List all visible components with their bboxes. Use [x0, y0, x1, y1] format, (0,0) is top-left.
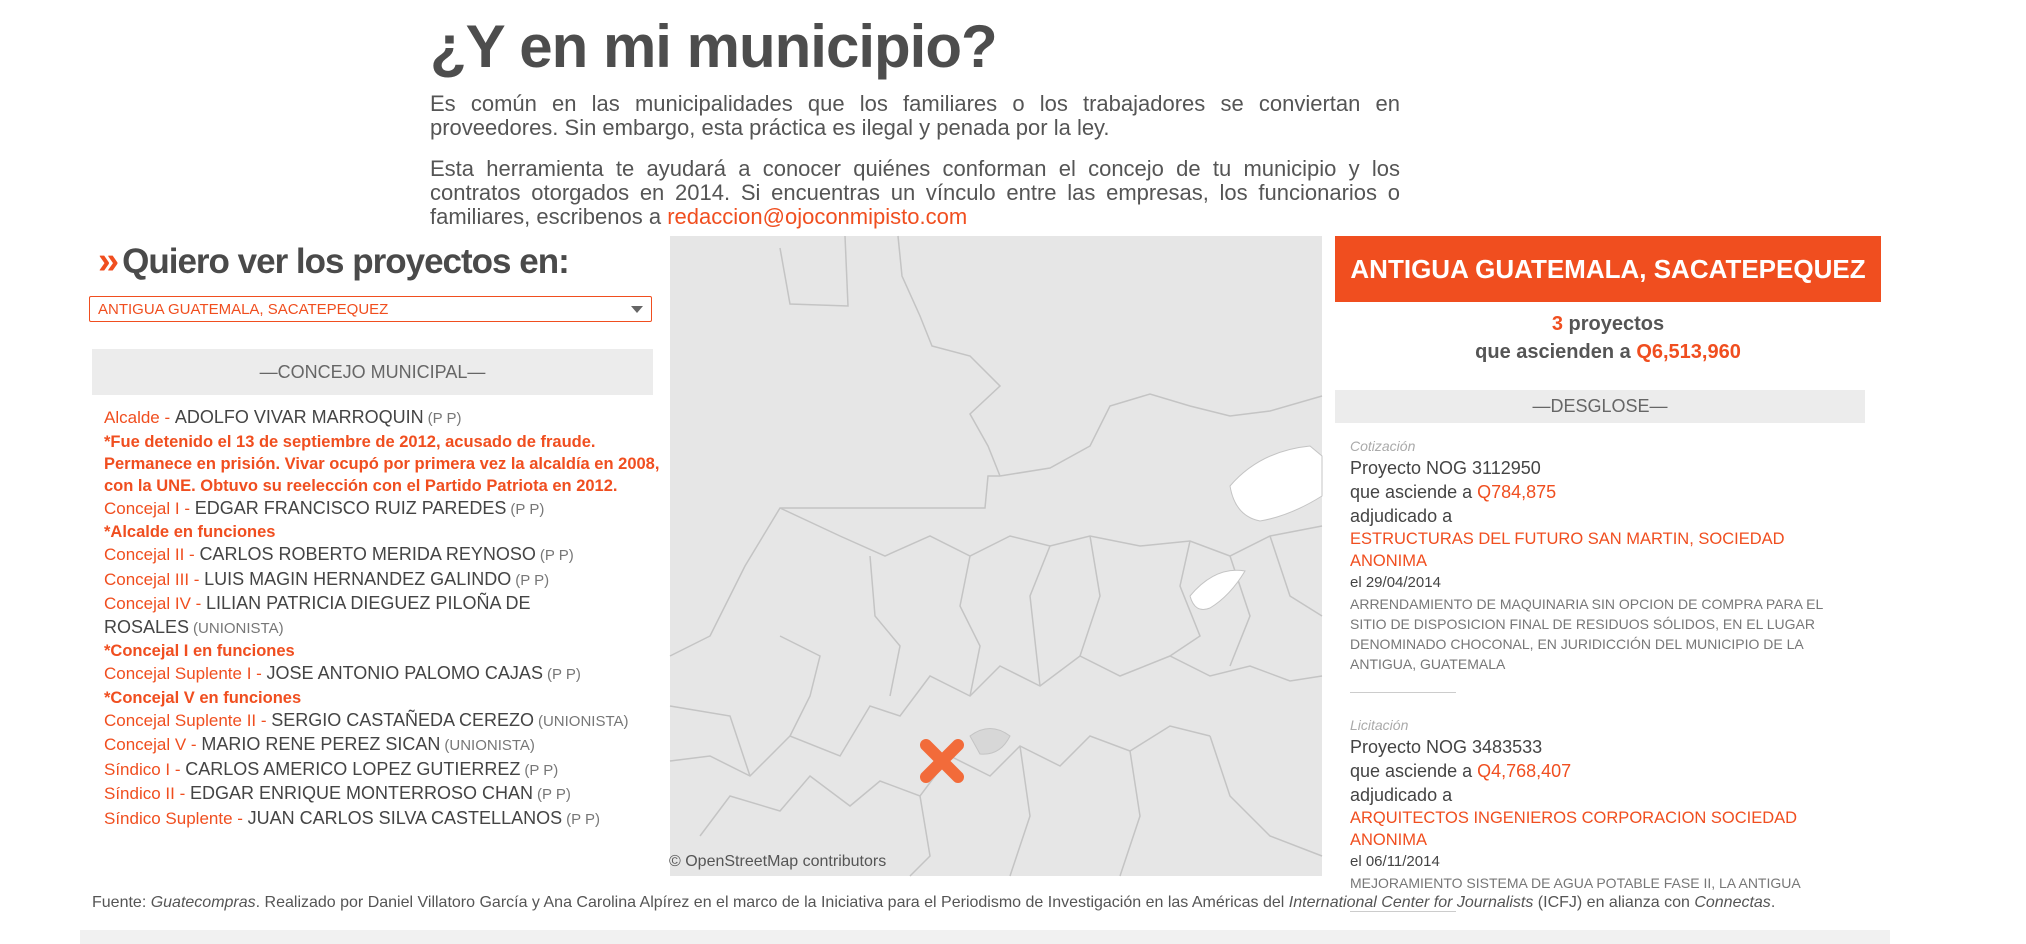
member-role: Concejal I - — [104, 498, 195, 518]
intro-paragraph-2-text: Esta herramienta te ayudará a conocer quiénes conforman el concejo de tu municipio y los contratos otorgados en 2014. Si encuentras un vínculo entre las empresas, los funcionarios o familiares, escribenos a — [430, 156, 1400, 229]
dropdown-arrow-icon — [631, 306, 643, 313]
total-amount: Q6,513,960 — [1636, 341, 1741, 363]
project-amount: Q4,768,407 — [1477, 761, 1572, 781]
member-note: *Concejal I en funciones — [104, 642, 295, 660]
member-party: (P P) — [539, 547, 574, 564]
concejo-member-list — [104, 406, 664, 831]
member-name: CARLOS ROBERTO MERIDA REYNOSO — [199, 544, 536, 564]
concejo-member — [104, 497, 664, 522]
member-name: EDGAR ENRIQUE MONTERROSO CHAN — [189, 783, 534, 803]
project-date: el 29/04/2014 — [1350, 574, 1441, 591]
member-role: Concejal Suplente II - — [104, 710, 272, 730]
select-heading-text: Quiero ver los proyectos en: — [122, 242, 569, 281]
member-party: (P P) — [566, 810, 600, 828]
concejo-member — [104, 568, 664, 593]
intro-paragraph-2 — [430, 157, 1400, 229]
project-type: Licitación — [1350, 717, 1409, 733]
member-role: Concejal III - — [104, 569, 205, 589]
projects-list[interactable] — [1350, 436, 1840, 891]
member-party: (P P) — [427, 410, 462, 427]
concejo-member — [104, 406, 664, 431]
project-company: ESTRUCTURAS DEL FUTURO SAN MARTIN, SOCIEDAD ANONIMA — [1350, 530, 1785, 570]
concejo-member — [104, 662, 664, 687]
project-type: Cotización — [1350, 438, 1416, 454]
project-amount: Q784,875 — [1477, 482, 1557, 502]
concejo-member — [104, 782, 664, 807]
member-party: (P P) — [510, 500, 545, 518]
member-name: JUAN CARLOS SILVA CASTELLANOS — [247, 807, 563, 828]
projects-summary — [1335, 310, 1881, 366]
member-role: Concejal Suplente I - — [104, 664, 267, 683]
map-attribution[interactable]: © OpenStreetMap contributors — [669, 853, 887, 870]
member-role: Concejal II - — [104, 545, 200, 564]
member-note: *Fue detenido el 13 de septiembre de 2012, acusado de fraude. Permanece en prisión. Vivar ocupó por primera vez la alcaldía en 2008, con la UNE. Obtuvo su reelección con el Partido Patriota en 2012. — [104, 432, 660, 495]
project-card — [1350, 715, 1840, 912]
map-canvas[interactable] — [670, 236, 1322, 876]
concejo-member — [104, 758, 664, 783]
member-party: (P P) — [524, 761, 559, 779]
project-adjudicado: adjudicado a — [1350, 785, 1453, 805]
member-party: (UNIONISTA) — [193, 619, 284, 637]
member-name: LUIS MAGIN HERNANDEZ GALINDO — [204, 568, 512, 589]
member-note: *Alcalde en funciones — [104, 523, 276, 541]
total-amount-prefix: que ascienden a — [1475, 341, 1637, 363]
footer-credits — [92, 894, 1775, 912]
project-divider — [1350, 692, 1456, 693]
member-name: CARLOS AMERICO LOPEZ GUTIERREZ — [185, 758, 521, 779]
project-card — [1350, 436, 1840, 693]
footer-connectas: Connectas — [1694, 894, 1771, 911]
page-title: ¿Y en mi municipio? — [430, 13, 997, 80]
project-amount-line — [1350, 480, 1840, 504]
map-view[interactable] — [670, 236, 1322, 876]
project-description: MEJORAMIENTO SISTEMA DE AGUA POTABLE FASE II, LA ANTIGUA — [1350, 875, 1801, 891]
member-name: EDGAR FRANCISCO RUIZ PAREDES — [194, 497, 507, 518]
footer-source: Guatecompras — [150, 894, 256, 911]
project-count: 3 — [1551, 313, 1563, 335]
project-count-suffix: proyectos — [1562, 313, 1665, 335]
member-name: ADOLFO VIVAR MARROQUIN — [174, 407, 424, 427]
member-role: Concejal IV - — [104, 594, 207, 613]
footer-band — [80, 930, 1890, 944]
member-party: (UNIONISTA) — [444, 737, 535, 754]
member-role: Concejal V - — [104, 735, 202, 754]
municipality-select[interactable] — [89, 296, 652, 322]
project-description: ARRENDAMIENTO DE MAQUINARIA SIN OPCION DE COMPRA PARA EL SITIO DE DISPOSICION FINAL DE RESIDUOS SÓLIDOS, EN EL LUGAR DENOMINADO CHOCONAL, EN JURIDICCIÓN DEL MUNICIPIO DE LA ANTIGUA, GUATEMALA — [1350, 596, 1823, 672]
footer-end: . — [1770, 894, 1776, 911]
footer-middle: . Realizado por Daniel Villatoro García y Ana Carolina Alpírez en el marco de la Iniciativa para el Periodismo de Investigación en las Américas del — [255, 894, 1289, 911]
double-chevron-icon: » — [98, 240, 119, 282]
project-nog: Proyecto NOG 3483533 — [1350, 737, 1543, 757]
member-name: JOSE ANTONIO PALOMO CAJAS — [266, 663, 543, 683]
project-adjudicado: adjudicado a — [1350, 506, 1453, 526]
concejo-member — [104, 543, 664, 568]
municipality-select-value: ANTIGUA GUATEMALA, SACATEPEQUEZ — [98, 301, 389, 318]
footer-prefix: Fuente: — [92, 894, 151, 911]
member-name: LILIAN PATRICIA DIEGUEZ PILOÑA DE ROSALES — [104, 593, 531, 637]
municipality-title: ANTIGUA GUATEMALA, SACATEPEQUEZ — [1335, 236, 1881, 302]
member-party: (UNIONISTA) — [537, 712, 629, 730]
project-amount-line — [1350, 759, 1840, 783]
contact-email-link[interactable]: redaccion@ojoconmipisto.com — [667, 204, 968, 229]
desglose-header: —DESGLOSE— — [1335, 390, 1865, 423]
concejo-municipal-header: —CONCEJO MUNICIPAL— — [92, 349, 653, 395]
project-company: ARQUITECTOS INGENIEROS CORPORACION SOCIEDAD ANONIMA — [1350, 809, 1798, 849]
project-nog: Proyecto NOG 3112950 — [1350, 458, 1541, 478]
project-amount-prefix: que asciende a — [1350, 761, 1478, 781]
member-role: Síndico I - — [104, 759, 186, 779]
member-name: SERGIO CASTAÑEDA CEREZO — [271, 709, 534, 730]
member-party: (P P) — [537, 786, 571, 803]
member-party: (P P) — [515, 571, 550, 589]
member-role: Síndico II - — [104, 784, 190, 803]
member-role: Síndico Suplente - — [104, 808, 248, 828]
concejo-member — [104, 592, 664, 640]
concejo-member — [104, 807, 664, 832]
intro-paragraph-1: Es común en las municipalidades que los familiares o los trabajadores se conviertan en proveedores. Sin embargo, esta práctica es ilegal y penada por la ley. — [430, 91, 1400, 140]
member-note: *Concejal V en funciones — [104, 688, 302, 707]
concejo-member — [104, 709, 664, 734]
footer-icfj: International Center for Journalists — [1288, 894, 1534, 911]
concejo-member — [104, 733, 664, 758]
member-name: MARIO RENE PEREZ SICAN — [201, 734, 441, 754]
footer-middle2: (ICFJ) en alianza con — [1533, 894, 1695, 911]
select-heading — [98, 240, 569, 283]
project-date: el 06/11/2014 — [1350, 853, 1440, 870]
project-amount-prefix: que asciende a — [1350, 482, 1478, 502]
member-role: Alcalde - — [104, 408, 175, 427]
member-party: (P P) — [546, 666, 581, 683]
